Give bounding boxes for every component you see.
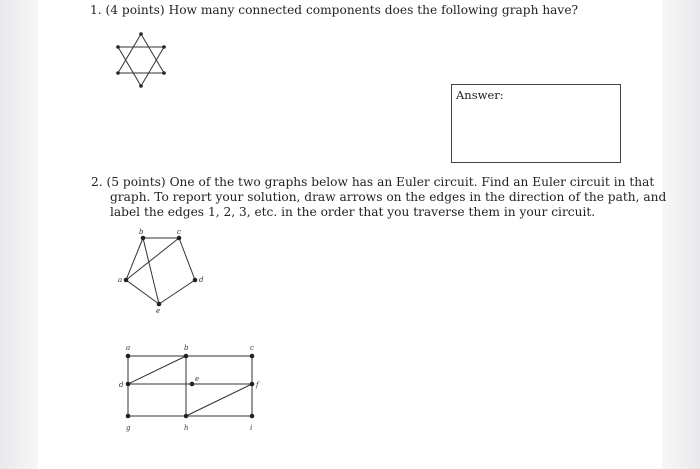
graph-star-of-david bbox=[110, 30, 176, 92]
viewer-left-margin bbox=[0, 0, 38, 469]
question-1-text: (4 points) How many connected components does the following graph have? bbox=[105, 3, 579, 17]
graph-a-label-a: a bbox=[118, 276, 123, 284]
graph-a-label-d: d bbox=[199, 276, 204, 284]
graph-b-label-g: g bbox=[126, 424, 131, 432]
graph-b-label-h: h bbox=[184, 424, 189, 432]
graph-b-label-a: a bbox=[126, 344, 131, 352]
answer-label: Answer: bbox=[456, 88, 504, 102]
vertex bbox=[162, 71, 166, 75]
document-page bbox=[38, 0, 667, 469]
graph-a-vertex-e bbox=[157, 302, 162, 307]
graph-b-vertex-f bbox=[250, 382, 255, 387]
graph-b-vertex-e bbox=[190, 382, 195, 387]
graph-a-vertex-c bbox=[177, 236, 182, 241]
graph-a-vertex-b bbox=[141, 236, 146, 241]
graph-b-vertex-g bbox=[126, 414, 131, 419]
question-2-line-3 bbox=[110, 204, 595, 221]
question-2-text-line-2: graph. To report your solution, draw arrows on the edges in the direction of the path, and bbox=[110, 190, 667, 204]
question-2-text-line-3: label the edges 1, 2, 3, etc. in the order that you traverse them in your circuit. bbox=[110, 205, 596, 219]
graph-b-vertex-i bbox=[250, 414, 255, 419]
graph-a-label-b: b bbox=[139, 228, 144, 236]
graph-b-vertex-d bbox=[126, 382, 131, 387]
graph-a-edge-d-e bbox=[159, 280, 195, 304]
question-2-text-line-1: (5 points) One of the two graphs below has an Euler circuit. Find an Euler circuit in that bbox=[106, 175, 655, 189]
vertex bbox=[116, 71, 120, 75]
graph-a-vertex-d bbox=[193, 278, 198, 283]
graph-a-edge-a-c bbox=[126, 238, 179, 280]
answer-box[interactable] bbox=[451, 84, 621, 163]
graph-a-label-c: c bbox=[177, 228, 181, 236]
graph-a-label-e: e bbox=[156, 307, 161, 315]
graph-b-label-c: c bbox=[250, 344, 254, 352]
graph-b bbox=[114, 340, 274, 435]
question-1 bbox=[90, 2, 578, 19]
vertex bbox=[116, 45, 120, 49]
graph-b-label-e: e bbox=[195, 375, 200, 383]
viewer-right-margin bbox=[662, 0, 700, 469]
graph-b-label-b: b bbox=[184, 344, 189, 352]
vertex bbox=[139, 32, 143, 36]
question-1-number: 1. bbox=[90, 3, 102, 17]
graph-b-vertex-h bbox=[184, 414, 189, 419]
question-2-number: 2. bbox=[91, 175, 103, 189]
graph-b-edge-h-f bbox=[186, 384, 252, 416]
graph-a-edge-c-d bbox=[179, 238, 195, 280]
graph-b-edge-d-b bbox=[128, 356, 186, 384]
graph-a-vertex-a bbox=[124, 278, 129, 283]
graph-b-label-d: d bbox=[119, 381, 124, 389]
graph-b-label-f: f bbox=[256, 381, 259, 389]
graph-b-label-i: i bbox=[250, 424, 253, 432]
vertex bbox=[162, 45, 166, 49]
graph-b-vertex-a bbox=[126, 354, 131, 359]
graph-b-vertex-b bbox=[184, 354, 189, 359]
vertex bbox=[139, 84, 143, 88]
graph-b-vertex-c bbox=[250, 354, 255, 359]
graph-a bbox=[112, 224, 212, 316]
